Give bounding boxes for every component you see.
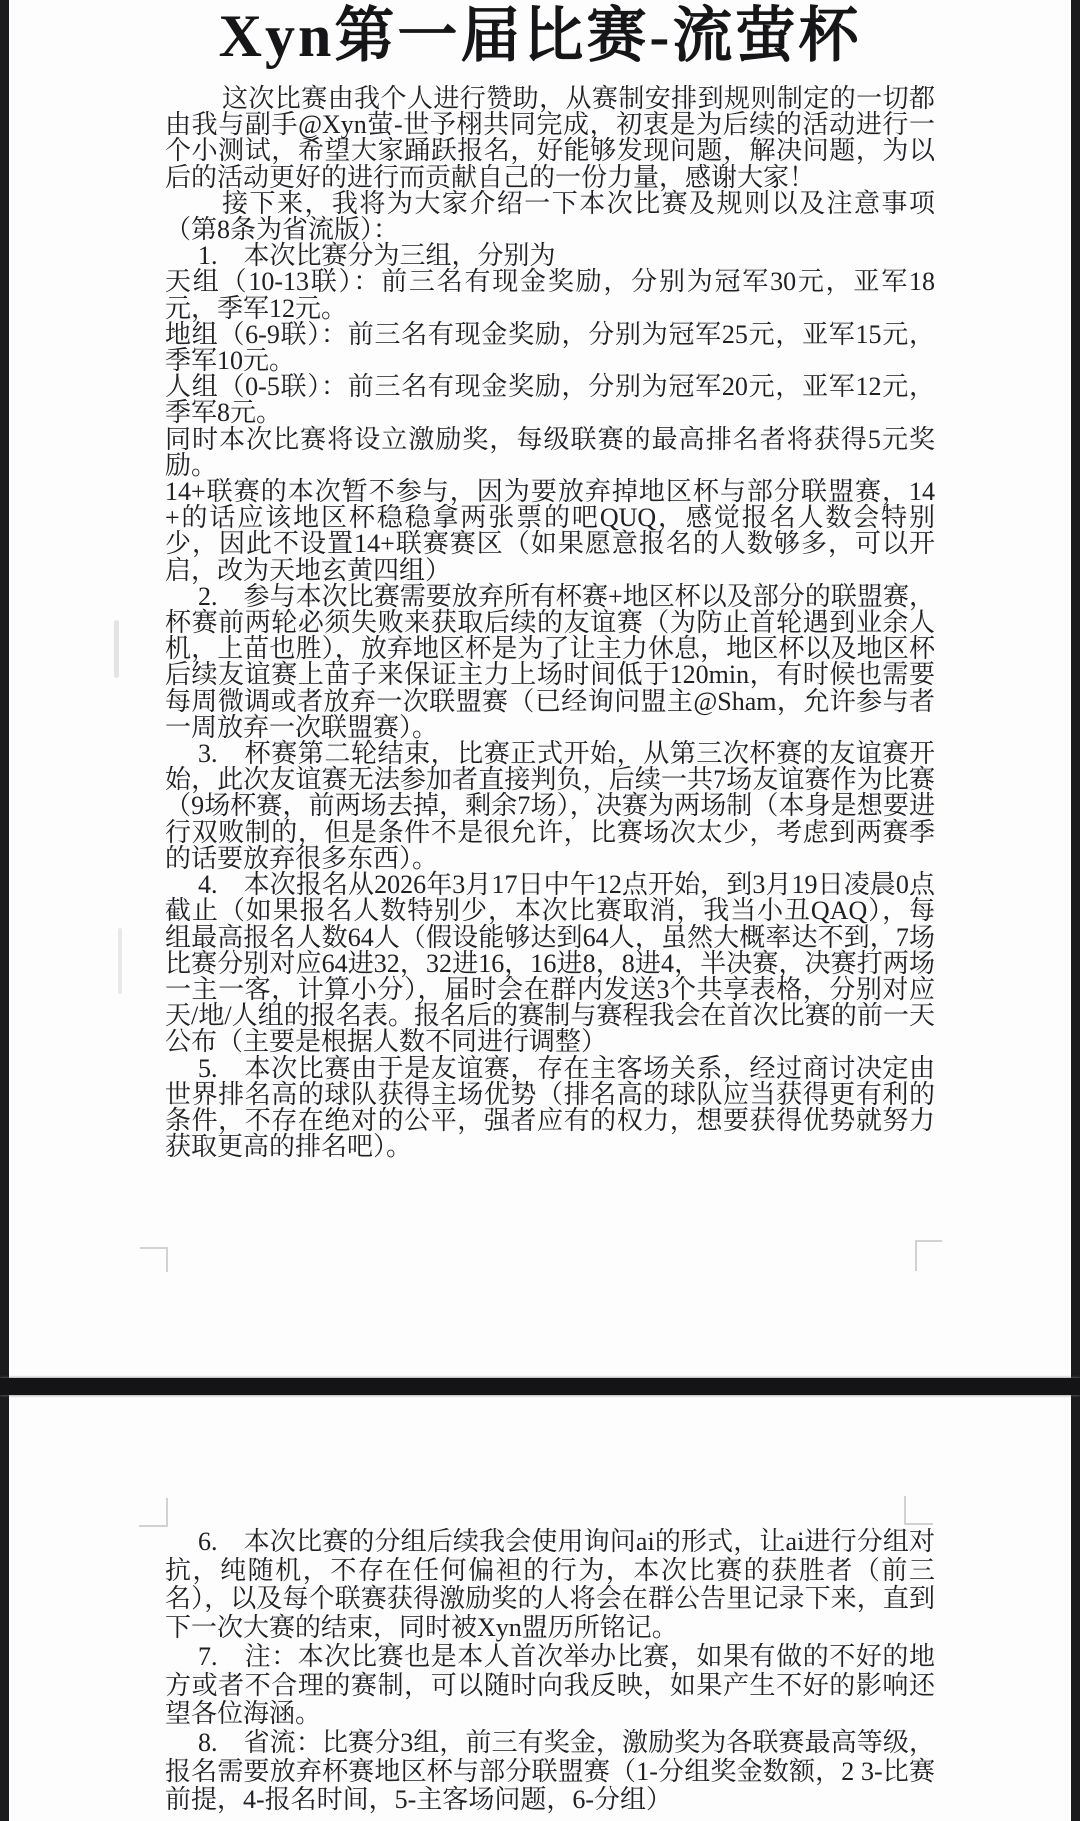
page-break-bar bbox=[0, 1378, 1080, 1395]
paragraph: 7. 注：本次比赛也是本人首次举办比赛，如果有做的不好的地方或者不合理的赛制，可以随时向我反映，如果产生不好的影响还望各位海涵。 bbox=[165, 1641, 935, 1729]
scan-artifact bbox=[118, 928, 122, 994]
paragraph: 3. 杯赛第二轮结束，比赛正式开始，从第三次杯赛的友谊赛开始，此次友谊赛无法参加者直接判负，后续一共7场友谊赛作为比赛（9场杯赛，前两场去掉，剩余7场），决赛为两场制（本身是想要进行双败制的，但是条件不是很允许，比赛场次太少，考虑到两赛季的话要放弃很多东西）。 bbox=[165, 739, 935, 873]
paragraph: 5. 本次比赛由于是友谊赛，存在主客场关系，经过商讨决定由世界排名高的球队获得主场优势（排名高的球队应当获得更有利的条件，不存在绝对的公平，强者应有的权力，想要获得优势就努力获取更高的排名吧）。 bbox=[165, 1053, 935, 1162]
text-boundary-mark-page1-bottom-right bbox=[915, 1240, 942, 1271]
paragraph: 4. 本次报名从2026年3月17日中午12点开始，到3月19日凌晨0点截止（如果报名人数特别少，本次比赛取消，我当小丑QAQ），每组最高报名人数64人（假设能够达到64人，虽然大概率达不到，7场比赛分别对应64进32，32进16，16进8，8进4，半决赛，决赛打两场一主一客，计算小分），届时会在群内发送3个共享表格，分别对应天/地/人组的报名表。报名后的赛制与赛程我会在首次比赛的前一天公布（主要是根据人数不同进行调整） bbox=[165, 870, 935, 1057]
paragraph: 8. 省流：比赛分3组，前三有奖金，激励奖为各联赛最高等级，报名需要放弃杯赛地区杯与部分联盟赛（1-分组奖金数额，2 3-比赛前提，4-报名时间，5-主客场问题，6-分组） bbox=[165, 1727, 935, 1815]
paragraph: 地组（6-9联）：前三名有现金奖励，分别为冠军25元，亚军15元，季军10元。 bbox=[165, 319, 935, 376]
paragraph: 接下来，我将为大家介绍一下本次比赛及规则以及注意事项（第8条为省流版）： bbox=[165, 188, 935, 245]
page-2-body bbox=[165, 1528, 935, 1815]
text-boundary-mark-page2-top-right bbox=[904, 1496, 933, 1525]
paragraph: 6. 本次比赛的分组后续我会使用询问ai的形式，让ai进行分组对抗，纯随机，不存在任何偏袒的行为，本次比赛的获胜者（前三名），以及每个联赛获得激励奖的人将会在群公告里记录下来，直到下一次大赛的结束，同时被Xyn盟历所铭记。 bbox=[165, 1527, 935, 1643]
paragraph: 这次比赛由我个人进行赞助，从赛制安排到规则制定的一切都由我与副手@Xyn萤-世予栩共同完成，初衷是为后续的活动进行一个小测试，希望大家踊跃报名，好能够发现问题，解决问题，为以后的活动更好的进行而贡献自己的一份力量，感谢大家！ bbox=[165, 84, 935, 192]
paragraph: 人组（0-5联）：前三名有现金奖励，分别为冠军20元，亚军12元，季军8元。 bbox=[165, 372, 935, 428]
paragraph: 2. 参与本次比赛需要放弃所有杯赛+地区杯以及部分的联盟赛，杯赛前两轮必须失败来获取后续的友谊赛（为防止首轮遇到业余人机，上苗也胜），放弃地区杯是为了让主力休息，地区杯以及地区杯后续友谊赛上苗子来保证主力上场时间低于120min，有时候也需要每周微调或者放弃一次联盟赛（已经询问盟主@Sham，允许参与者一周放弃一次联盟赛）。 bbox=[165, 581, 935, 742]
text-boundary-mark-page1-bottom-left bbox=[140, 1247, 168, 1272]
photo-edge-left bbox=[0, 0, 9, 1821]
scan-artifact bbox=[114, 620, 119, 678]
paragraph: 14+联赛的本次暂不参与，因为要放弃掉地区杯与部分联盟赛，14+的话应该地区杯稳稳拿两张票的吧QUQ，感觉报名人数会特别少，因此不设置14+联赛赛区（如果愿意报名的人数够多，可以开启，改为天地玄黄四组） bbox=[165, 477, 935, 585]
page-1-body bbox=[165, 86, 935, 1160]
photo-edge-right bbox=[1071, 0, 1080, 1821]
text-boundary-mark-page2-top-left bbox=[139, 1498, 168, 1527]
document-title: Xyn第一届比赛-流萤杯 bbox=[218, 3, 862, 69]
paragraph: 1. 本次比赛分为三组，分别为 bbox=[198, 241, 556, 271]
paragraph: 同时本次比赛将设立激励奖，每级联赛的最高排名者将获得5元奖励。 bbox=[165, 424, 935, 480]
paragraph: 天组（10-13联）：前三名有现金奖励，分别为冠军30元，亚军18元，季军12元。 bbox=[165, 267, 935, 323]
